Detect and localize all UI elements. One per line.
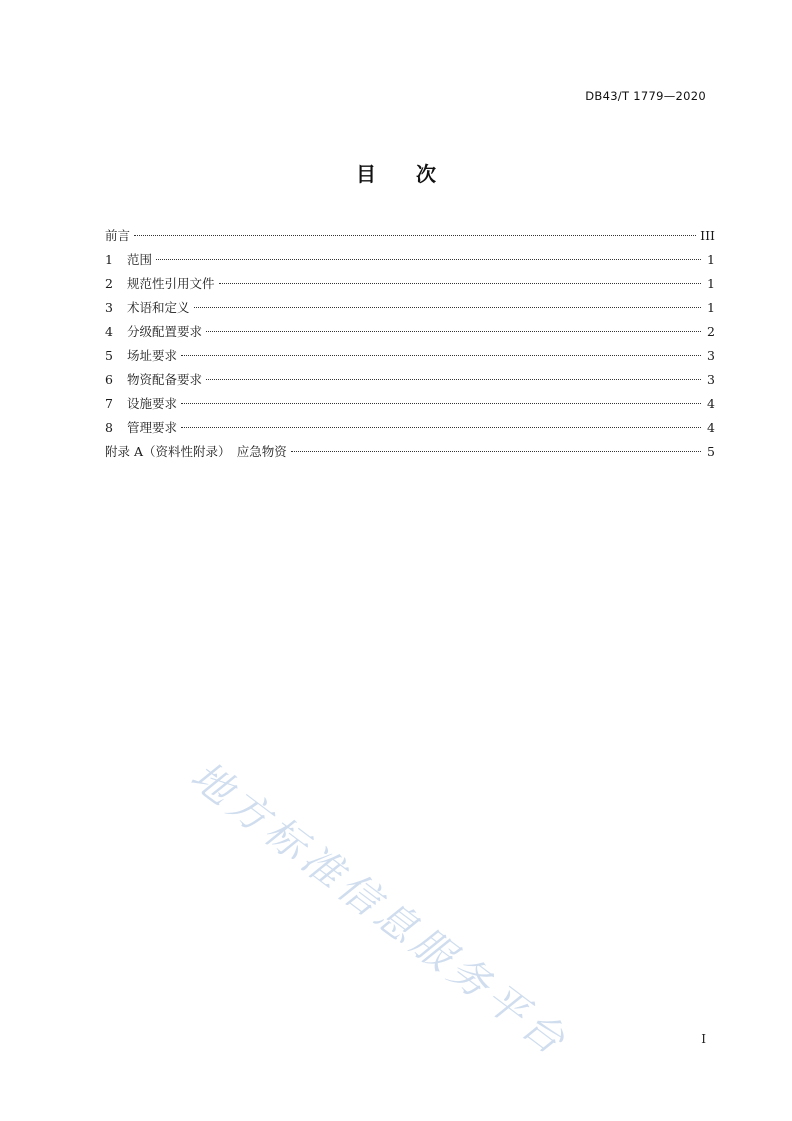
toc-entry-number: 3 xyxy=(105,300,113,315)
toc-entry-label: 管理要求 xyxy=(127,420,178,435)
toc-entry-number: 5 xyxy=(105,348,113,363)
toc-entry-preface[interactable] xyxy=(105,224,715,248)
toc-entry-label: 设施要求 xyxy=(127,396,178,411)
toc-entry-page: 5 xyxy=(707,444,715,459)
dot-leader xyxy=(181,355,701,356)
toc-entry-1[interactable] xyxy=(105,248,715,272)
toc-entry-page: 1 xyxy=(707,300,715,315)
toc-entry-page: 1 xyxy=(707,252,715,267)
page-number: I xyxy=(701,1032,706,1046)
toc-entry-3[interactable] xyxy=(105,296,715,320)
toc-entry-6[interactable] xyxy=(105,368,715,392)
toc-entry-page: 3 xyxy=(707,372,715,387)
dot-leader xyxy=(134,235,696,236)
toc-entry-number: 8 xyxy=(105,420,113,435)
toc-entry-2[interactable] xyxy=(105,272,715,296)
toc-entry-label: 术语和定义 xyxy=(127,300,190,315)
dot-leader xyxy=(291,451,701,452)
standard-code: DB43/T 1779—2020 xyxy=(585,89,706,103)
table-of-contents xyxy=(105,224,715,464)
toc-entry-page: 1 xyxy=(707,276,715,291)
toc-entry-number: 6 xyxy=(105,372,113,387)
dot-leader xyxy=(206,331,701,332)
toc-entry-4[interactable] xyxy=(105,320,715,344)
dot-leader xyxy=(181,403,701,404)
toc-entry-5[interactable] xyxy=(105,344,715,368)
dot-leader xyxy=(206,379,701,380)
toc-entry-label: 前言 xyxy=(105,228,131,243)
dot-leader xyxy=(181,427,701,428)
toc-entry-label: 物资配备要求 xyxy=(127,372,203,387)
toc-entry-7[interactable] xyxy=(105,392,715,416)
toc-entry-label: 场址要求 xyxy=(127,348,178,363)
toc-entry-page: 3 xyxy=(707,348,715,363)
toc-entry-8[interactable] xyxy=(105,416,715,440)
dot-leader xyxy=(219,283,701,284)
toc-entry-label: 范围 xyxy=(127,252,153,267)
title-char-1: 目 xyxy=(356,162,376,186)
toc-entry-page: III xyxy=(700,228,715,243)
toc-entry-number: 2 xyxy=(105,276,113,291)
toc-entry-number: 7 xyxy=(105,396,113,411)
dot-leader xyxy=(194,307,701,308)
title-char-2: 次 xyxy=(416,162,436,186)
toc-entry-label: 规范性引用文件 xyxy=(127,276,215,291)
toc-entry-page: 4 xyxy=(707,396,715,411)
toc-entry-number: 4 xyxy=(105,324,113,339)
toc-entry-number: 1 xyxy=(105,252,113,267)
toc-entry-page: 4 xyxy=(707,420,715,435)
toc-entry-page: 2 xyxy=(707,324,715,339)
toc-entry-label: 分级配置要求 xyxy=(127,324,203,339)
toc-entry-label: 附录 A（资料性附录） 应急物资 xyxy=(105,444,287,459)
watermark: 地方标准信息服务平台 xyxy=(182,752,578,1067)
page-title xyxy=(0,158,792,187)
dot-leader xyxy=(156,259,701,260)
toc-entry-appendix-a[interactable] xyxy=(105,440,715,464)
